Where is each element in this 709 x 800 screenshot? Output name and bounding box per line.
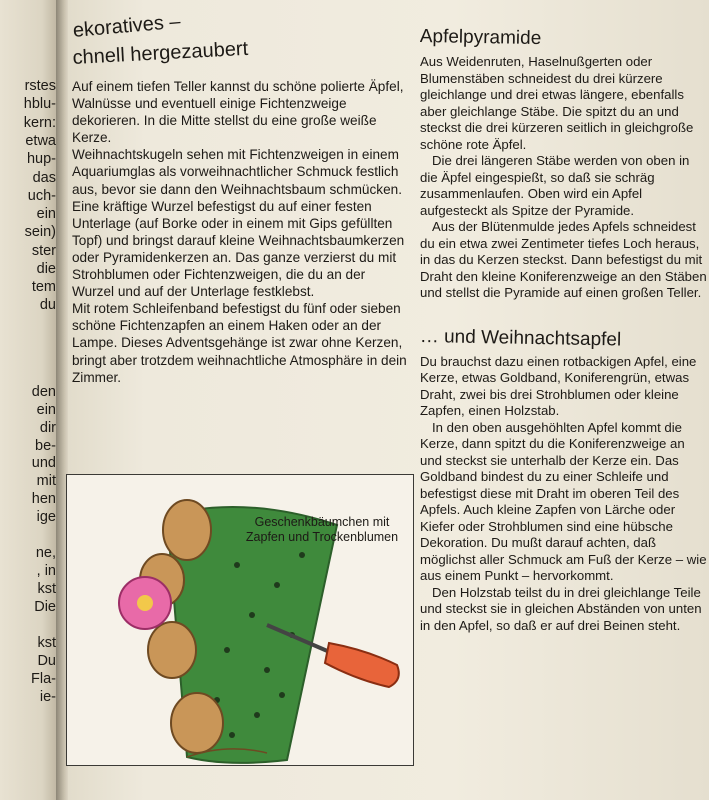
left-fragment: hen: [31, 491, 56, 507]
paragraph: Mit rotem Schleifenband befestigst du fünf oder sieben schöne Fichtenzapfen an einem Haken oder an der Lampe. Dieses Adventsgehänge ist zwar ohne Kerzen, bringt aber trotzdem weihnachtliche Atmosphäre in dein Zimmer.: [72, 301, 407, 385]
left-fragment: rstes: [24, 78, 56, 94]
left-fragment: das: [32, 170, 56, 186]
left-article: [72, 10, 410, 386]
left-fragment: sein): [24, 224, 56, 240]
left-fragment: uch-: [27, 188, 56, 204]
article-heading-apfelpyramide: Apfelpyramide: [420, 26, 542, 50]
paragraph: Aus Weidenruten, Haselnußgerten oder Blumenstäben schneidest du drei kürzere gleichlange und drei etwas längere, ebenfalls aber gleichlange Stäbe. Die spitzt du an und steckst die drei kürzeren seitlich in gleichgroße schöne rote Äpfel.: [420, 54, 694, 152]
article-heading-line2: chnell hergezaubert: [72, 37, 249, 69]
left-fragment: die: [36, 261, 56, 277]
left-fragment: ie-: [39, 689, 56, 705]
left-fragment: hblu-: [23, 96, 56, 112]
left-fragment: du: [39, 297, 56, 313]
caption-line: Geschenkbäumchen mit: [254, 515, 390, 529]
left-fragment: ne,: [35, 545, 56, 561]
paragraph: Den Holzstab teilst du in drei gleichlange Teile und steckst sie in gleichen Abständen von unten in den Apfel, so daß er auf drei Beinen steht.: [420, 584, 702, 633]
right-article: [420, 20, 709, 634]
left-fragment: Du: [37, 653, 56, 669]
left-page-edge: [0, 0, 60, 800]
left-fragment: kst: [37, 581, 56, 597]
article-heading-weihnachtsapfel: … und Weihnachtsapfel: [420, 325, 622, 351]
left-fragment: Die: [34, 599, 56, 615]
left-fragment: Fla-: [31, 671, 56, 687]
paragraph: Auf einem tiefen Teller kannst du schöne polierte Äpfel, Walnüsse und eventuell einige Fichtenzweige dekorieren. In die Mitte stellst du eine große weiße Kerze.: [72, 79, 404, 146]
paragraph: Weihnachtskugeln sehen mit Fichtenzweigen in einem Aquariumglas als vorweihnachtlicher Schmuck festlich aus, bevor sie dann den Weihnachtsbaum schmücken.: [72, 147, 402, 197]
article-heading-line1: ekoratives –: [72, 10, 182, 42]
left-fragment: , in: [36, 563, 56, 579]
pink-flower: [119, 577, 171, 629]
left-fragment: hup-: [26, 151, 56, 167]
paragraph: Aus der Blütenmulde jedes Apfels schneidest du ein etwa zwei Zentimeter tiefes Loch heraus, in das du Kerzen steckst. Dann befestigst du mit Draht den kleine Koniferenzweige an den Stäben und stellst die Pyramide auf einen großen Teller.: [420, 219, 707, 300]
paragraph: Die drei längeren Stäbe werden von oben in die Äpfel eingespießt, so daß sie schräg zusammenlaufen. Oben wird ein Apfel aufgesteckt als Spitze der Pyramide.: [420, 153, 690, 218]
left-fragment: ein: [36, 402, 56, 418]
left-fragment: dir: [39, 420, 56, 436]
left-fragment: kst: [37, 635, 56, 651]
left-fragment: etwa: [25, 133, 56, 149]
paragraph: Du brauchst dazu einen rotbackigen Apfel, eine Kerze, etwas Goldband, Koniferengrün, etwas Draht, zwei bis drei Strohblumen oder kleine Zapfen, einen Holzstab.: [420, 353, 697, 418]
left-fragment: und: [31, 455, 56, 471]
caption-line: Zapfen und Trockenblumen: [245, 530, 399, 544]
illustration-caption: [237, 515, 407, 545]
left-fragment: ster: [31, 243, 56, 259]
left-fragment: tem: [31, 279, 56, 295]
left-fragment: be-: [35, 438, 56, 454]
left-fragment: den: [31, 384, 56, 400]
gift-tree-illustration: [66, 474, 414, 766]
left-fragment: ige: [36, 509, 56, 525]
left-fragment: mit: [36, 473, 56, 489]
left-fragment: ein: [36, 206, 56, 222]
paragraph: Eine kräftige Wurzel befestigst du auf einer festen Unterlage (auf Borke oder in einem mit Gips gefüllten Topf) und bringst darauf kleine Weihnachtsbaumkerzen oder Pyramidenkerzen an. Das ganze verzierst du mit Strohblumen oder Fichtenzweigen, die du an der Wurzel und auf der Unterlage festklebst.: [72, 198, 405, 300]
left-fragment: kern:: [23, 115, 56, 131]
paragraph: In den oben ausgehöhlten Apfel kommt die Kerze, dann spitzt du die Koniferenzweige an und steckst sie unterhalb der Kerze ein. Das Goldband bindest du zu einer Schleife und befestigst diese mit Draht im oberen Teil des Apfels. Auch kleine Zapfen von Lärche oder Kiefer oder Strohblumen sind eine hübsche Dekoration. Du mußt darauf achten, daß möglichst aller Schmuck am Fuß der Kerze – wie aus einem Punkt – hervorkommt.: [420, 419, 707, 583]
